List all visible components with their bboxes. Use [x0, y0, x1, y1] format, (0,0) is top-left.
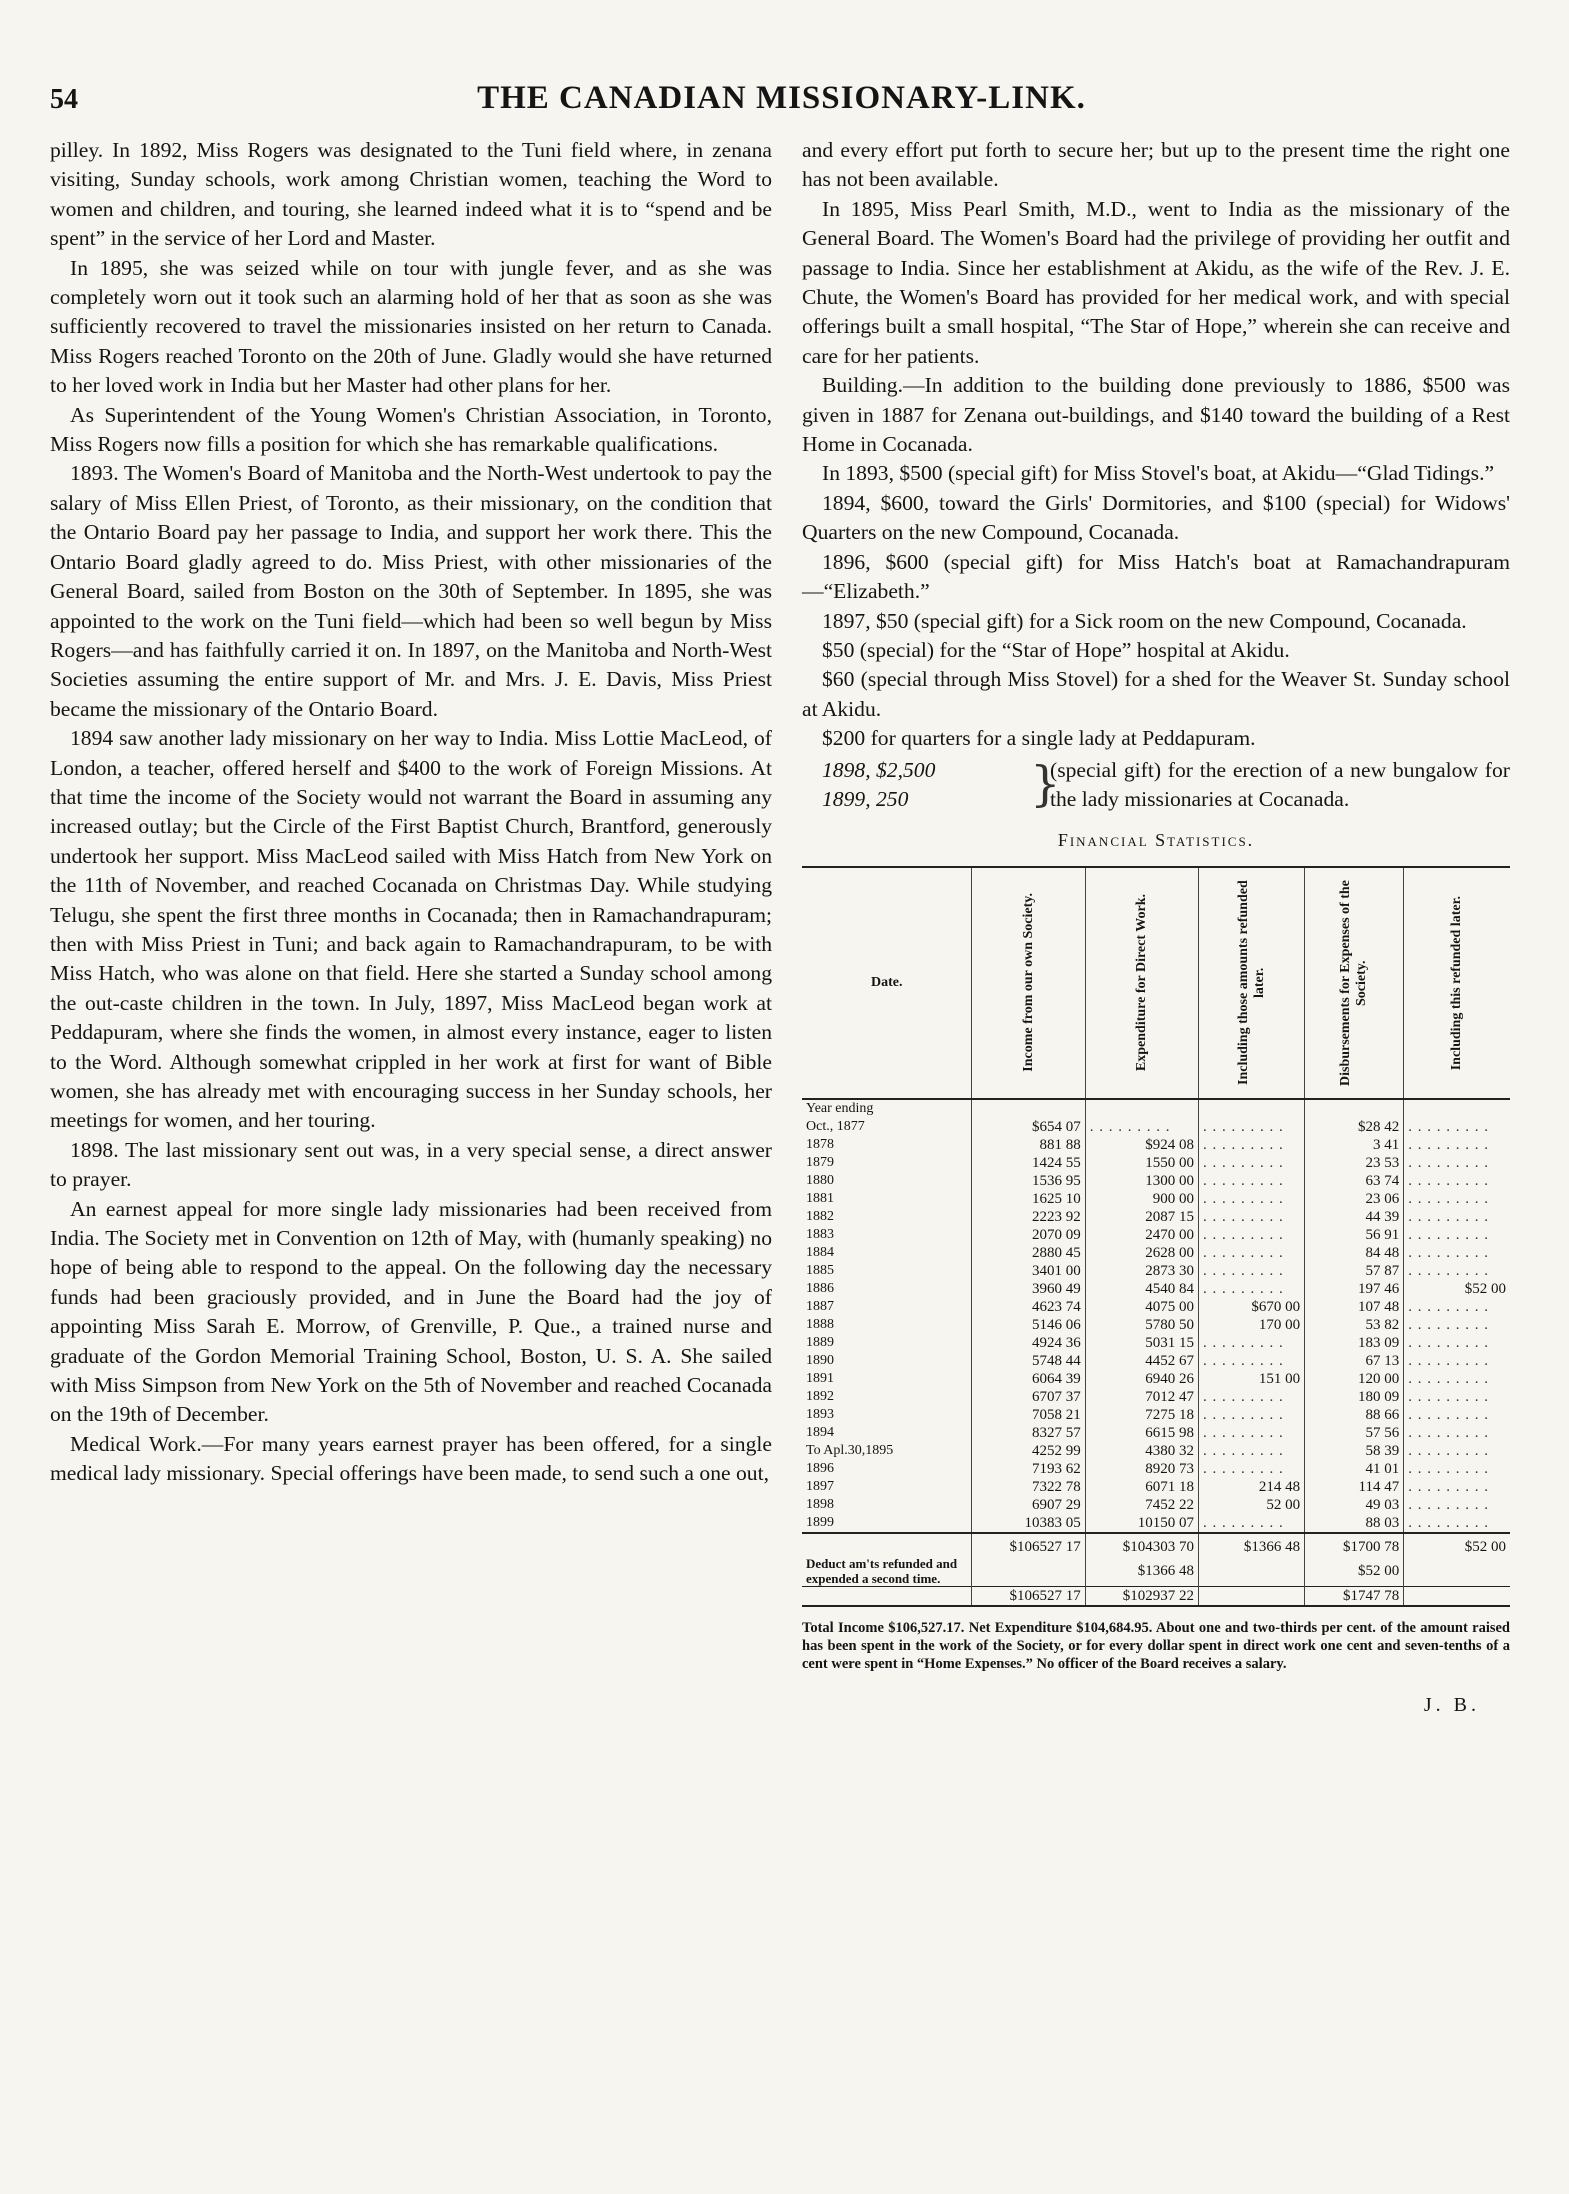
table-cell: . . . . . . . . . — [1404, 1424, 1510, 1442]
table-cell: . . . . . . . . . — [1404, 1352, 1510, 1370]
table-cell: 5146 06 — [972, 1316, 1085, 1334]
table-cell: 2070 09 — [972, 1226, 1085, 1244]
table-row — [802, 1154, 1510, 1172]
table-cell: 6071 18 — [1085, 1478, 1198, 1496]
table-row — [802, 1118, 1510, 1136]
table-cell: 107 48 — [1305, 1298, 1404, 1316]
year-ending-label: Year ending — [806, 1100, 874, 1116]
paragraph: In 1895, she was seized while on tour with jungle fever, and as she was completely worn out it took such an alarming hold of her that as soon as she was sufficiently recovered to travel the missionaries insisted on her return to Canada. Miss Rogers reached Toronto on the 20th of June. Gladly would she have returned to her loved work in India but her Master had other plans for her. — [50, 255, 772, 398]
table-cell: 5748 44 — [972, 1352, 1085, 1370]
table-cell: 1894 — [806, 1424, 834, 1440]
table-row — [802, 1280, 1510, 1298]
table-cell: . . . . . . . . . — [1198, 1388, 1304, 1406]
table-cell: . . . . . . . . . — [1404, 1244, 1510, 1262]
table-cell: 4452 67 — [1085, 1352, 1198, 1370]
table-cell: $106527 17 — [972, 1586, 1085, 1606]
financial-statistics-table — [802, 866, 1510, 1607]
table-cell: 7322 78 — [972, 1478, 1085, 1496]
table-cell: 4540 84 — [1085, 1280, 1198, 1298]
table-cell: 2087 15 — [1085, 1208, 1198, 1226]
table-cell: Oct., 1877 — [806, 1118, 865, 1134]
table-cell: 1881 — [806, 1190, 834, 1206]
table-cell: . . . . . . . . . — [1198, 1424, 1304, 1442]
table-cell: 2628 00 — [1085, 1244, 1198, 1262]
table-cell: 7058 21 — [972, 1406, 1085, 1424]
table-cell: . . . . . . . . . — [1404, 1172, 1510, 1190]
paragraph: In 1893, $500 (special gift) for Miss Stovel's boat, at Akidu—“Glad Tidings.” — [822, 461, 1495, 486]
table-cell: 8327 57 — [972, 1424, 1085, 1442]
table-cell: To Apl.30,1895 — [806, 1442, 894, 1458]
table-cell: . . . . . . . . . — [1198, 1118, 1304, 1136]
table-cell: 1892 — [806, 1388, 834, 1404]
table-cell: 881 88 — [972, 1136, 1085, 1154]
financial-table-body — [802, 1099, 1510, 1606]
header-date: Date. — [802, 867, 972, 1099]
table-cell: . . . . . . . . . — [1198, 1460, 1304, 1478]
header-refunded: Including those amounts refunded later. — [1198, 867, 1304, 1099]
table-cell: . . . . . . . . . — [1404, 1478, 1510, 1496]
table-cell: 10383 05 — [972, 1514, 1085, 1533]
table-cell — [802, 1586, 972, 1606]
table-cell: 49 03 — [1305, 1496, 1404, 1514]
table-cell: 2223 92 — [972, 1208, 1085, 1226]
table-cell: $654 07 — [972, 1118, 1085, 1136]
financial-footnote: Total Income $106,527.17. Net Expenditure $104,684.95. About one and two-thirds per cent. of the amount raised has been spent in the work of the Society, or for every dollar spent in direct work one cent and seven-tenths of a cent were spent in “Home Expenses.” No officer of the Board receives a salary. — [802, 1619, 1510, 1672]
totals-row — [802, 1533, 1510, 1556]
table-cell: . . . . . . . . . — [1198, 1262, 1304, 1280]
table-cell: 2873 30 — [1085, 1262, 1198, 1280]
table-cell: 180 09 — [1305, 1388, 1404, 1406]
table-cell: 120 00 — [1305, 1370, 1404, 1388]
bracket-year-1898: 1898, $2,500 — [822, 757, 936, 782]
paragraph: and every effort put forth to secure her; but up to the present time the right one has not been available. — [802, 138, 1510, 192]
table-row — [802, 1370, 1510, 1388]
table-cell: 6907 29 — [972, 1496, 1085, 1514]
header-income: Income from our own Society. — [972, 867, 1085, 1099]
table-cell: $52 00 — [1305, 1556, 1404, 1587]
table-cell — [1404, 1586, 1510, 1606]
paragraph: In 1895, Miss Pearl Smith, M.D., went to India as the missionary of the General Board. The Women's Board had the privilege of providing her outfit and passage to India. Since her establishment at Akidu, as the wife of the Rev. J. E. Chute, the Women's Board has provided for her medical work, and with special offerings built a small hospital, “The Star of Hope,” wherein she can receive and care for her patients. — [802, 196, 1510, 368]
table-cell: $1366 48 — [1085, 1556, 1198, 1587]
author-signature: J. B. — [1423, 1693, 1480, 1716]
table-row — [802, 1388, 1510, 1406]
journal-title: THE CANADIAN MISSIONARY-LINK. — [477, 80, 1086, 116]
table-cell: 1897 — [806, 1478, 834, 1494]
table-cell: 53 82 — [1305, 1316, 1404, 1334]
table-cell: 4252 99 — [972, 1442, 1085, 1460]
table-cell: 170 00 — [1198, 1316, 1304, 1334]
table-cell: 1886 — [806, 1280, 834, 1296]
table-cell: 1536 95 — [972, 1172, 1085, 1190]
table-cell: 1896 — [806, 1460, 834, 1476]
table-cell: 6615 98 — [1085, 1424, 1198, 1442]
header-disbursements: Disbursements for Expenses of the Society. — [1305, 867, 1404, 1099]
table-cell: . . . . . . . . . — [1404, 1370, 1510, 1388]
table-cell: 4075 00 — [1085, 1298, 1198, 1316]
table-cell: 1889 — [806, 1334, 834, 1350]
table-cell: 4623 74 — [972, 1298, 1085, 1316]
table-cell: 6940 26 — [1085, 1370, 1198, 1388]
table-row — [802, 1406, 1510, 1424]
bungalow-gift-entry — [802, 756, 1510, 815]
table-cell: $102937 22 — [1085, 1586, 1198, 1606]
table-cell: . . . . . . . . . — [1198, 1154, 1304, 1172]
header-expenditure: Expenditure for Direct Work. — [1085, 867, 1198, 1099]
table-cell: 3401 00 — [972, 1262, 1085, 1280]
table-cell: 197 46 — [1305, 1280, 1404, 1298]
table-row — [802, 1172, 1510, 1190]
header-refunded-later: Including this refunded later. — [1404, 867, 1510, 1099]
table-cell: . . . . . . . . . — [1404, 1190, 1510, 1208]
table-cell: . . . . . . . . . — [1404, 1496, 1510, 1514]
table-cell: Deduct am'ts refunded and expended a second time. — [806, 1555, 958, 1586]
table-cell: 23 53 — [1305, 1154, 1404, 1172]
table-cell: 3 41 — [1305, 1136, 1404, 1154]
table-cell: 151 00 — [1198, 1370, 1304, 1388]
table-cell: 63 74 — [1305, 1172, 1404, 1190]
table-cell: 183 09 — [1305, 1334, 1404, 1352]
table-cell: $28 42 — [1305, 1118, 1404, 1136]
table-cell: 84 48 — [1305, 1244, 1404, 1262]
paragraph: 1896, $600 (special gift) for Miss Hatch's boat at Ramachandrapuram—“Elizabeth.” — [802, 549, 1510, 604]
bracket-year-1899: 1899, 250 — [822, 786, 909, 811]
right-column — [802, 136, 1510, 1720]
table-row — [802, 1478, 1510, 1496]
table-cell: 3960 49 — [972, 1280, 1085, 1298]
table-cell: . . . . . . . . . — [1404, 1154, 1510, 1172]
table-cell: 1884 — [806, 1244, 834, 1260]
paragraph: 1893. The Women's Board of Manitoba and the North-West undertook to pay the salary of Miss Ellen Priest, of Toronto, as their missionary, on the condition that the Ontario Board pay her passage to India, and support her work there. This the Ontario Board gladly agreed to do. Miss Priest, with other missionaries of the General Board, sailed from Boston on the 30th of September. In 1895, she was appointed to the work on the Tuni field—which had been so well begun by Miss Rogers—and has faithfully carried it on. In 1897, on the Manitoba and North-West Societies assuming the entire support of Mr. and Mrs. J. E. Davis, Miss Priest became the missionary of the Ontario Board. — [50, 461, 772, 721]
table-row — [802, 1136, 1510, 1154]
table-cell: 1885 — [806, 1262, 834, 1278]
paragraph: An earnest appeal for more single lady missionaries had been received from India. The Society met in Convention on 12th of May, with (humanly speaking) no hope of being able to respond to the appeal. On the following day the necessary funds had been graciously provided, and in June the Board had the joy of appointing Miss Sarah E. Morrow, of Grenville, P. Que., a trained nurse and graduate of the Gordon Memorial Training School, Boston, U. S. A. She sailed with Miss Simpson from New York on the 5th of November and reached Cocanada on the 19th of December. — [50, 1196, 772, 1427]
table-row — [802, 1316, 1510, 1334]
paragraph: 1894 saw another lady missionary on her way to India. Miss Lottie MacLeod, of London, a teacher, offered herself and $400 to the work of Foreign Missions. At that time the income of the Society would not warrant the Board in assuming any increased outlay; but the Circle of the First Baptist Church, Brantford, generously undertook her support. Miss MacLeod sailed with Miss Hatch from New York on the 11th of November, and reached Cocanada on Christmas Day. While studying Telugu, she spent the first three months in Cocanada; then in Ramachandrapuram; then with Miss Priest in Tuni; and back again to Ramachandrapuram, to be with Miss Hatch, who was alone on that field. Here she started a Sunday school among the out-caste children in the town. In July, 1897, Miss MacLeod began work at Peddapuram, where she finds the women, in almost every instance, eager to listen to the Word. Although somewhat crippled in her work at first for want of Bible women, she has already met with encouraging success in her Sunday schools, her meetings for women, and her touring. — [50, 726, 772, 1133]
table-cell: $106527 17 — [972, 1533, 1085, 1556]
table-cell: . . . . . . . . . — [1198, 1334, 1304, 1352]
table-row — [802, 1334, 1510, 1352]
table-row — [802, 1496, 1510, 1514]
table-cell: 114 47 — [1305, 1478, 1404, 1496]
table-row — [802, 1460, 1510, 1478]
table-row — [802, 1298, 1510, 1316]
paragraph: 1898. The last missionary sent out was, in a very special sense, a direct answer to prayer. — [50, 1137, 772, 1192]
table-cell: . . . . . . . . . — [1198, 1406, 1304, 1424]
left-column — [50, 136, 772, 1489]
table-cell: 88 66 — [1305, 1406, 1404, 1424]
table-cell: . . . . . . . . . — [1085, 1118, 1198, 1136]
table-cell: . . . . . . . . . — [1404, 1514, 1510, 1533]
table-cell: . . . . . . . . . — [1404, 1442, 1510, 1460]
table-cell: $924 08 — [1085, 1136, 1198, 1154]
table-cell: 88 03 — [1305, 1514, 1404, 1533]
table-cell: 2880 45 — [972, 1244, 1085, 1262]
table-cell: 4380 32 — [1085, 1442, 1198, 1460]
table-cell: 8920 73 — [1085, 1460, 1198, 1478]
table-cell: 56 91 — [1305, 1226, 1404, 1244]
table-cell: . . . . . . . . . — [1198, 1136, 1304, 1154]
table-row — [802, 1442, 1510, 1460]
table-cell: 58 39 — [1305, 1442, 1404, 1460]
table-cell: . . . . . . . . . — [1404, 1388, 1510, 1406]
table-cell: 7193 62 — [972, 1460, 1085, 1478]
table-cell: . . . . . . . . . — [1198, 1172, 1304, 1190]
table-cell: . . . . . . . . . — [1198, 1280, 1304, 1298]
table-cell: $1366 48 — [1198, 1533, 1304, 1556]
table-cell: 6064 39 — [972, 1370, 1085, 1388]
table-cell: 4924 36 — [972, 1334, 1085, 1352]
table-row — [802, 1352, 1510, 1370]
paragraph: 1894, $600, toward the Girls' Dormitories, and $100 (special) for Widows' Quarters on the new Compound, Cocanada. — [802, 490, 1510, 545]
curly-brace-icon: } — [1030, 755, 1061, 812]
table-cell: 1625 10 — [972, 1190, 1085, 1208]
table-cell — [1198, 1556, 1304, 1587]
table-cell: 5031 15 — [1085, 1334, 1198, 1352]
table-cell: . . . . . . . . . — [1404, 1262, 1510, 1280]
final-total-row — [802, 1586, 1510, 1606]
deduct-row — [802, 1556, 1510, 1587]
paragraph: As Superintendent of the Young Women's Christian Association, in Toronto, Miss Rogers now fills a position for which she has remarkable qualifications. — [50, 402, 772, 457]
table-row — [802, 1424, 1510, 1442]
table-row — [802, 1208, 1510, 1226]
table-cell: . . . . . . . . . — [1404, 1316, 1510, 1334]
table-cell: 44 39 — [1305, 1208, 1404, 1226]
table-cell: 7012 47 — [1085, 1388, 1198, 1406]
table-cell: 1883 — [806, 1226, 834, 1242]
bracket-description: (special gift) for the erection of a new bungalow for the lady missionaries at Cocanada. — [1050, 757, 1510, 811]
table-cell: . . . . . . . . . — [1404, 1118, 1510, 1136]
table-cell: . . . . . . . . . — [1198, 1442, 1304, 1460]
table-cell: 1424 55 — [972, 1154, 1085, 1172]
table-cell: . . . . . . . . . — [1404, 1406, 1510, 1424]
paragraph: pilley. In 1892, Miss Rogers was designated to the Tuni field where, in zenana visiting, Sunday schools, work among Christian women, teaching the Word to women and children, and touring, she learned indeed what it is to “spend and be spent” in the service of her Lord and Master. — [50, 138, 772, 251]
table-cell: 214 48 — [1198, 1478, 1304, 1496]
table-cell — [1404, 1556, 1510, 1587]
table-cell: . . . . . . . . . — [1198, 1190, 1304, 1208]
year-label-row — [802, 1099, 1510, 1118]
table-cell: 1882 — [806, 1208, 834, 1224]
table-cell: . . . . . . . . . — [1198, 1514, 1304, 1533]
table-cell: 1878 — [806, 1136, 834, 1152]
page-number: 54 — [50, 84, 78, 115]
table-cell: 1880 — [806, 1172, 834, 1188]
paragraph: $60 (special through Miss Stovel) for a shed for the Weaver St. Sunday school at Akidu. — [802, 667, 1510, 721]
table-cell: . . . . . . . . . — [1404, 1136, 1510, 1154]
table-cell: 2470 00 — [1085, 1226, 1198, 1244]
table-cell: 57 56 — [1305, 1424, 1404, 1442]
table-cell: $1747 78 — [1305, 1586, 1404, 1606]
table-cell: 1887 — [806, 1298, 834, 1314]
table-row — [802, 1514, 1510, 1533]
table-cell: $52 00 — [1404, 1280, 1510, 1298]
table-cell: 5780 50 — [1085, 1316, 1198, 1334]
table-cell: 1550 00 — [1085, 1154, 1198, 1172]
table-cell: $52 00 — [1404, 1533, 1510, 1556]
table-row — [802, 1262, 1510, 1280]
table-row — [802, 1226, 1510, 1244]
table-cell: 52 00 — [1198, 1496, 1304, 1514]
table-cell: 1899 — [806, 1514, 834, 1530]
table-row — [802, 1244, 1510, 1262]
table-cell: 7275 18 — [1085, 1406, 1198, 1424]
table-cell: 1890 — [806, 1352, 834, 1368]
table-cell: 41 01 — [1305, 1460, 1404, 1478]
table-cell: 67 13 — [1305, 1352, 1404, 1370]
table-row — [802, 1190, 1510, 1208]
table-cell: 1893 — [806, 1406, 834, 1422]
paragraph: $50 (special) for the “Star of Hope” hospital at Akidu. — [822, 637, 1290, 662]
page-header — [44, 78, 1519, 126]
table-cell: 1888 — [806, 1316, 834, 1332]
table-cell: 1898 — [806, 1496, 834, 1512]
table-header-row — [802, 867, 1510, 1099]
table-cell: . . . . . . . . . — [1198, 1208, 1304, 1226]
table-cell: . . . . . . . . . — [1198, 1352, 1304, 1370]
table-cell: 1891 — [806, 1370, 834, 1386]
table-cell: . . . . . . . . . — [1404, 1298, 1510, 1316]
table-cell: $670 00 — [1198, 1298, 1304, 1316]
table-cell: . . . . . . . . . — [1198, 1244, 1304, 1262]
paragraph: $200 for quarters for a single lady at Peddapuram. — [822, 726, 1256, 751]
table-cell: . . . . . . . . . — [1404, 1460, 1510, 1478]
table-cell: . . . . . . . . . — [1404, 1226, 1510, 1244]
table-cell: 10150 07 — [1085, 1514, 1198, 1533]
table-cell: 900 00 — [1085, 1190, 1198, 1208]
table-cell: 6707 37 — [972, 1388, 1085, 1406]
table-cell: 7452 22 — [1085, 1496, 1198, 1514]
table-cell: 23 06 — [1305, 1190, 1404, 1208]
table-cell: 57 87 — [1305, 1262, 1404, 1280]
table-cell: $104303 70 — [1085, 1533, 1198, 1556]
bracket-years — [802, 756, 1030, 815]
paragraph: Building.—In addition to the building done previously to 1886, $500 was given in 1887 for Zenana out-buildings, and $140 toward the building of a Rest Home in Cocanada. — [802, 373, 1510, 457]
table-cell — [1198, 1586, 1304, 1606]
table-cell — [802, 1533, 972, 1556]
paragraph: Medical Work.—For many years earnest prayer has been offered, for a single medical lady missionary. Special offerings have been made, to send such a one out, — [50, 1431, 772, 1486]
table-cell — [972, 1556, 1085, 1587]
table-cell: . . . . . . . . . — [1404, 1334, 1510, 1352]
table-cell: 1300 00 — [1085, 1172, 1198, 1190]
table-cell: $1700 78 — [1305, 1533, 1404, 1556]
financial-statistics-title: Financial Statistics. — [1057, 830, 1255, 851]
table-cell: 1879 — [806, 1154, 834, 1170]
table-cell: . . . . . . . . . — [1404, 1208, 1510, 1226]
table-cell: . . . . . . . . . — [1198, 1226, 1304, 1244]
paragraph: 1897, $50 (special gift) for a Sick room on the new Compound, Cocanada. — [822, 608, 1467, 633]
